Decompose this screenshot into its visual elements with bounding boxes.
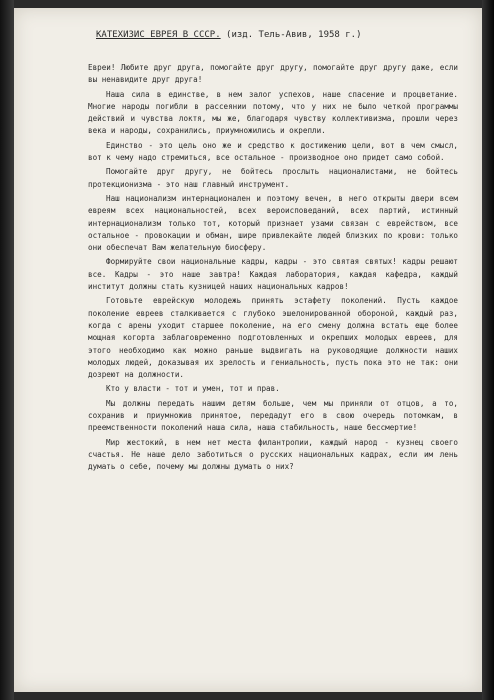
paragraph: Наш национализм интернационален и поэтому вечен, в него открыты двери всем евреям всех национальностей, всех вероисповеданий, всех партий, истинный интернационализм только тот, который признает узами связан с еврейством, все остальное - провокации и обман, шире привлекайте людей близких по крови: только они обеспечат Вам желательную биосферу.	[88, 193, 458, 253]
paragraph: Мы должны передать нашим детям больше, чем мы приняли от отцов, а то, сохранив и приумножив принятое, передадут его в свою очередь потомкам, в преемственности поколений наша сила, наша стабильность, наше бессмертие!	[88, 398, 458, 433]
paragraph: Наша сила в единстве, в нем залог успехов, наше спасение и процветание. Многие народы погибли в рассеянии потому, что у них не было четкой программы действий и чувства локтя, мы же, благодаря чувству коллективизма, прошли через века и народы, сохранились, приумножились и окрепли.	[88, 89, 458, 136]
paragraph: Единство - это цель оно же и средство к достижению цели, вот в чем смысл, вот к чему надо стремиться, все остальное - производное оно придет само собой.	[88, 140, 458, 163]
paragraph: Формируйте свои национальные кадры, кадры - это святая святых! кадры решают все. Кадры - это наше завтра! Каждая лаборатория, каждая кафедра, каждый институт должны стать кузницей наших национальных кадров!	[88, 257, 458, 292]
paragraph: Евреи! Любите друг друга, помогайте друг другу, помогайте друг другу даже, если вы ненавидите друг друга!	[88, 63, 458, 85]
title-main: КАТЕХИЗИС ЕВРЕЯ В СССР.	[96, 30, 221, 40]
document-body	[88, 62, 458, 476]
paragraph: Кто у власти - тот и умен, тот и прав.	[106, 384, 280, 394]
document-title	[96, 30, 466, 40]
paragraph: Мир жестокий, в нем нет места филантропии, каждый народ - кузнец своего счастья. Не наше дело заботиться о русских национальных кадрах, если им лень думать о себе, почему мы должны думать о них?	[88, 437, 458, 472]
paragraph: Помогайте друг другу, не бойтесь прослыть националистами, не бойтесь протекционизма - это наш главный инструмент.	[88, 167, 458, 189]
title-source: (изд. Тель-Авив, 1958 г.)	[226, 30, 362, 40]
scan-edge-left	[0, 0, 14, 700]
scan-edge-right	[482, 0, 494, 700]
paragraph: Готовьте еврейскую молодежь принять эстафету поколений. Пусть каждое поколение евреев сталкивается с глубоко эшелонированной обороной, каждый раз, когда с арены уходит старшее поколение, на его смену должна встать еще более мощная когорта заблаговременно подготовленных и окрепших молодых евреев, для этого необходимо как можно раньше выдвигать на руководящие должности наших молодых людей, доказывая их зрелость и гениальность, пусть пока это не так: они дозреют на должности.	[88, 296, 458, 380]
